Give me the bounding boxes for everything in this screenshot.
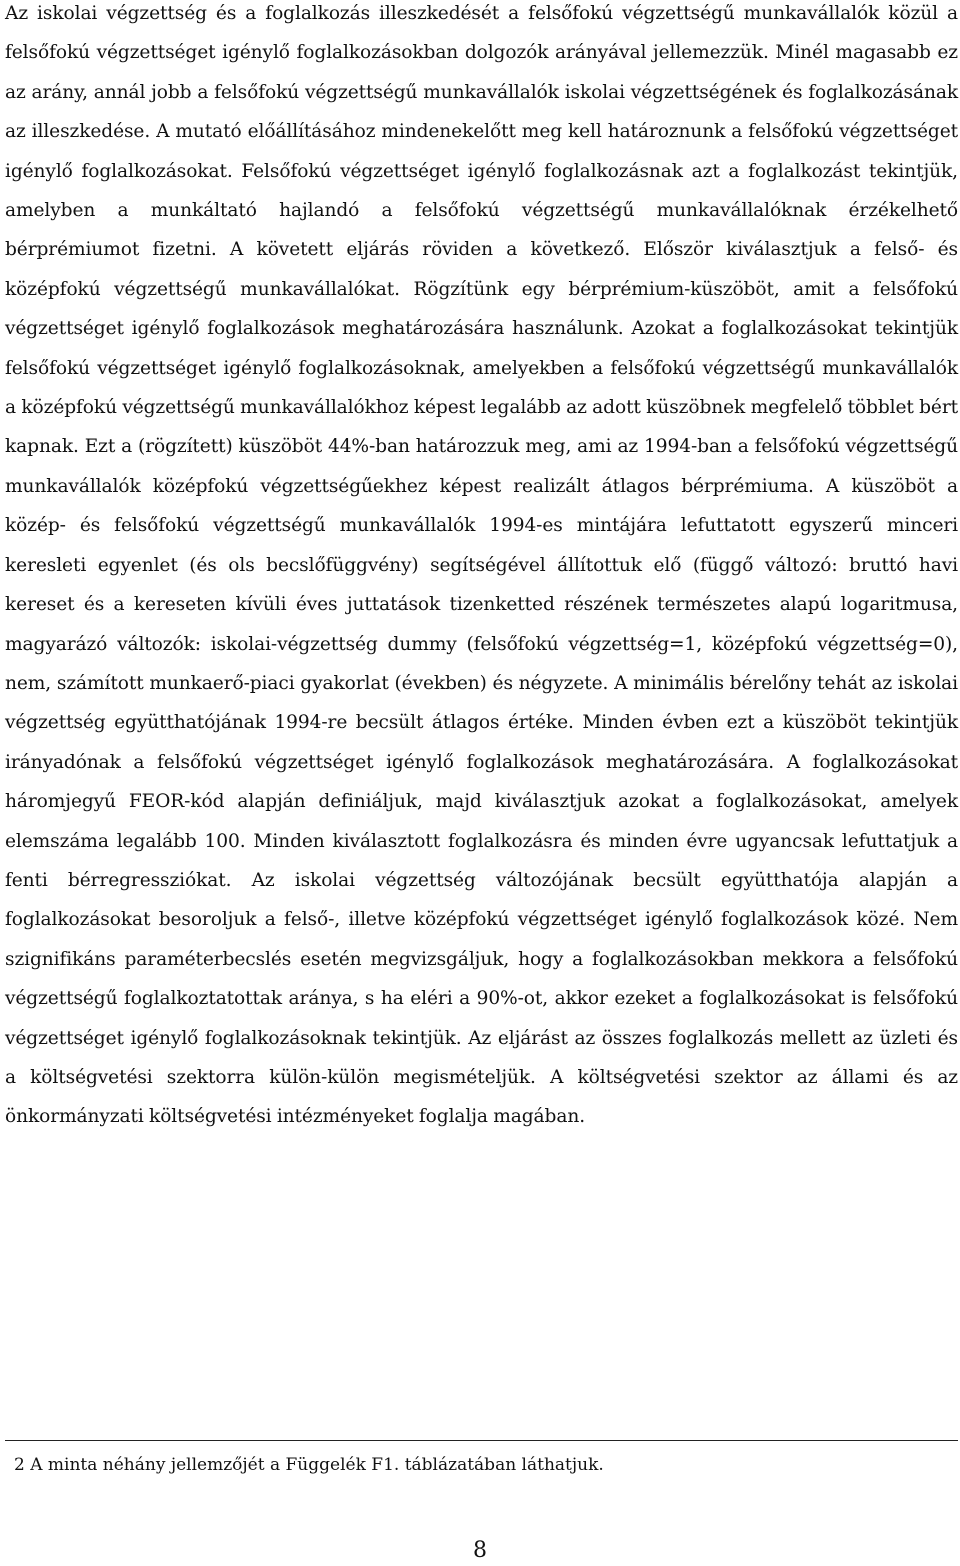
footnote: 2 A minta néhány jellemzőjét a Függelék F1. táblázatában láthatjuk. — [14, 1455, 604, 1475]
body-paragraph: Az iskolai végzettség és a foglalkozás illeszkedését a felsőfokú végzettségű munkavállalók közül a felsőfokú végzettséget igénylő foglalkozásokban dolgozók arányával jellemezzük. Minél magasabb ez az arány, annál jobb a felsőfokú végzettségű munkavállalók iskolai végzettségének és foglalkozásának az illeszkedése. A mutató előállításához mindenekelőtt meg kell határoznunk a felsőfokú végzettséget igénylő foglalkozásokat. Felsőfokú végzettséget igénylő foglalkozásnak azt a foglalkozást tekintjük, amelyben a munkáltató hajlandó a felsőfokú végzettségű munkavállalóknak érzékelhető bérprémiumot fizetni. A követett eljárás röviden a következő. Először kiválasztjuk a felső- és középfokú végzettségű munkavállalókat. Rögzítünk egy bérprémium-küszöböt, amit a felsőfokú végzettséget igénylő foglalkozások meghatározására használunk. Azokat a foglalkozásokat tekintjük felsőfokú végzettséget igénylő foglalkozásoknak, amelyekben a felsőfokú végzettségű munkavállalók a középfokú végzettségű munkavállalókhoz képest legalább az adott küszöbnek megfelelő többlet bért kapnak. Ezt a (rögzített) küszöböt 44%-ban határozzuk meg, ami az 1994-ban a felsőfokú végzettségű munkavállalók középfokú végzettségűekhez képest realizált átlagos bérprémiuma. A küszöböt a közép- és felsőfokú végzettségű munkavállalók 1994-es mintájára lefuttatott egyszerű minceri keresleti egyenlet (és ols becslőfüggvény) segítségével állítottuk elő (függő változó: bruttó havi kereset és a kereseten kívüli éves juttatások tizenketted részének természetes alapú logaritmusa, magyarázó változók: iskolai-végzettség dummy (felsőfokú végzettség=1, középfokú végzettség=0), nem, számított munkaerő-piaci gyakorlat (években) és négyzete. A minimális bérelőny tehát az iskolai végzettség együtthatójának 1994-re becsült átlagos értéke. Minden évben ezt a küszöböt tekintjük irányadónak a felsőfokú végzettséget igénylő foglalkozások meghatározására. A foglalkozásokat háromjegyű FEOR-kód alapján definiáljuk, majd kiválasztjuk azokat a foglalkozásokat, amelyek elemszáma legalább 100. Minden kiválasztott foglalkozásra és minden évre ugyancsak lefuttatjuk a fenti bérregressziókat. Az iskolai végzettség változójának becsült együtthatója alapján a foglalkozásokat besoroljuk a felső-, illetve középfokú végzettséget igénylő foglalkozások közé. Nem szignifikáns paraméterbecslés esetén megvizsgáljuk, hogy a foglalkozásokban mekkora a felsőfokú végzettségű foglalkoztatottak aránya, s ha eléri a 90%-ot, akkor ezeket a foglalkozásokat is felsőfokú végzettséget igénylő foglalkozásoknak tekintjük. Az eljárást az összes foglalkozás mellett az üzleti és a költségvetési szektorra külön-külön megismételjük. A költségvetési szektor az állami és az önkormányzati költségvetési intézményeket foglalja magában. — [5, 3, 958, 1128]
page-number: 8 — [473, 1538, 487, 1563]
footnote-separator — [5, 1440, 958, 1441]
